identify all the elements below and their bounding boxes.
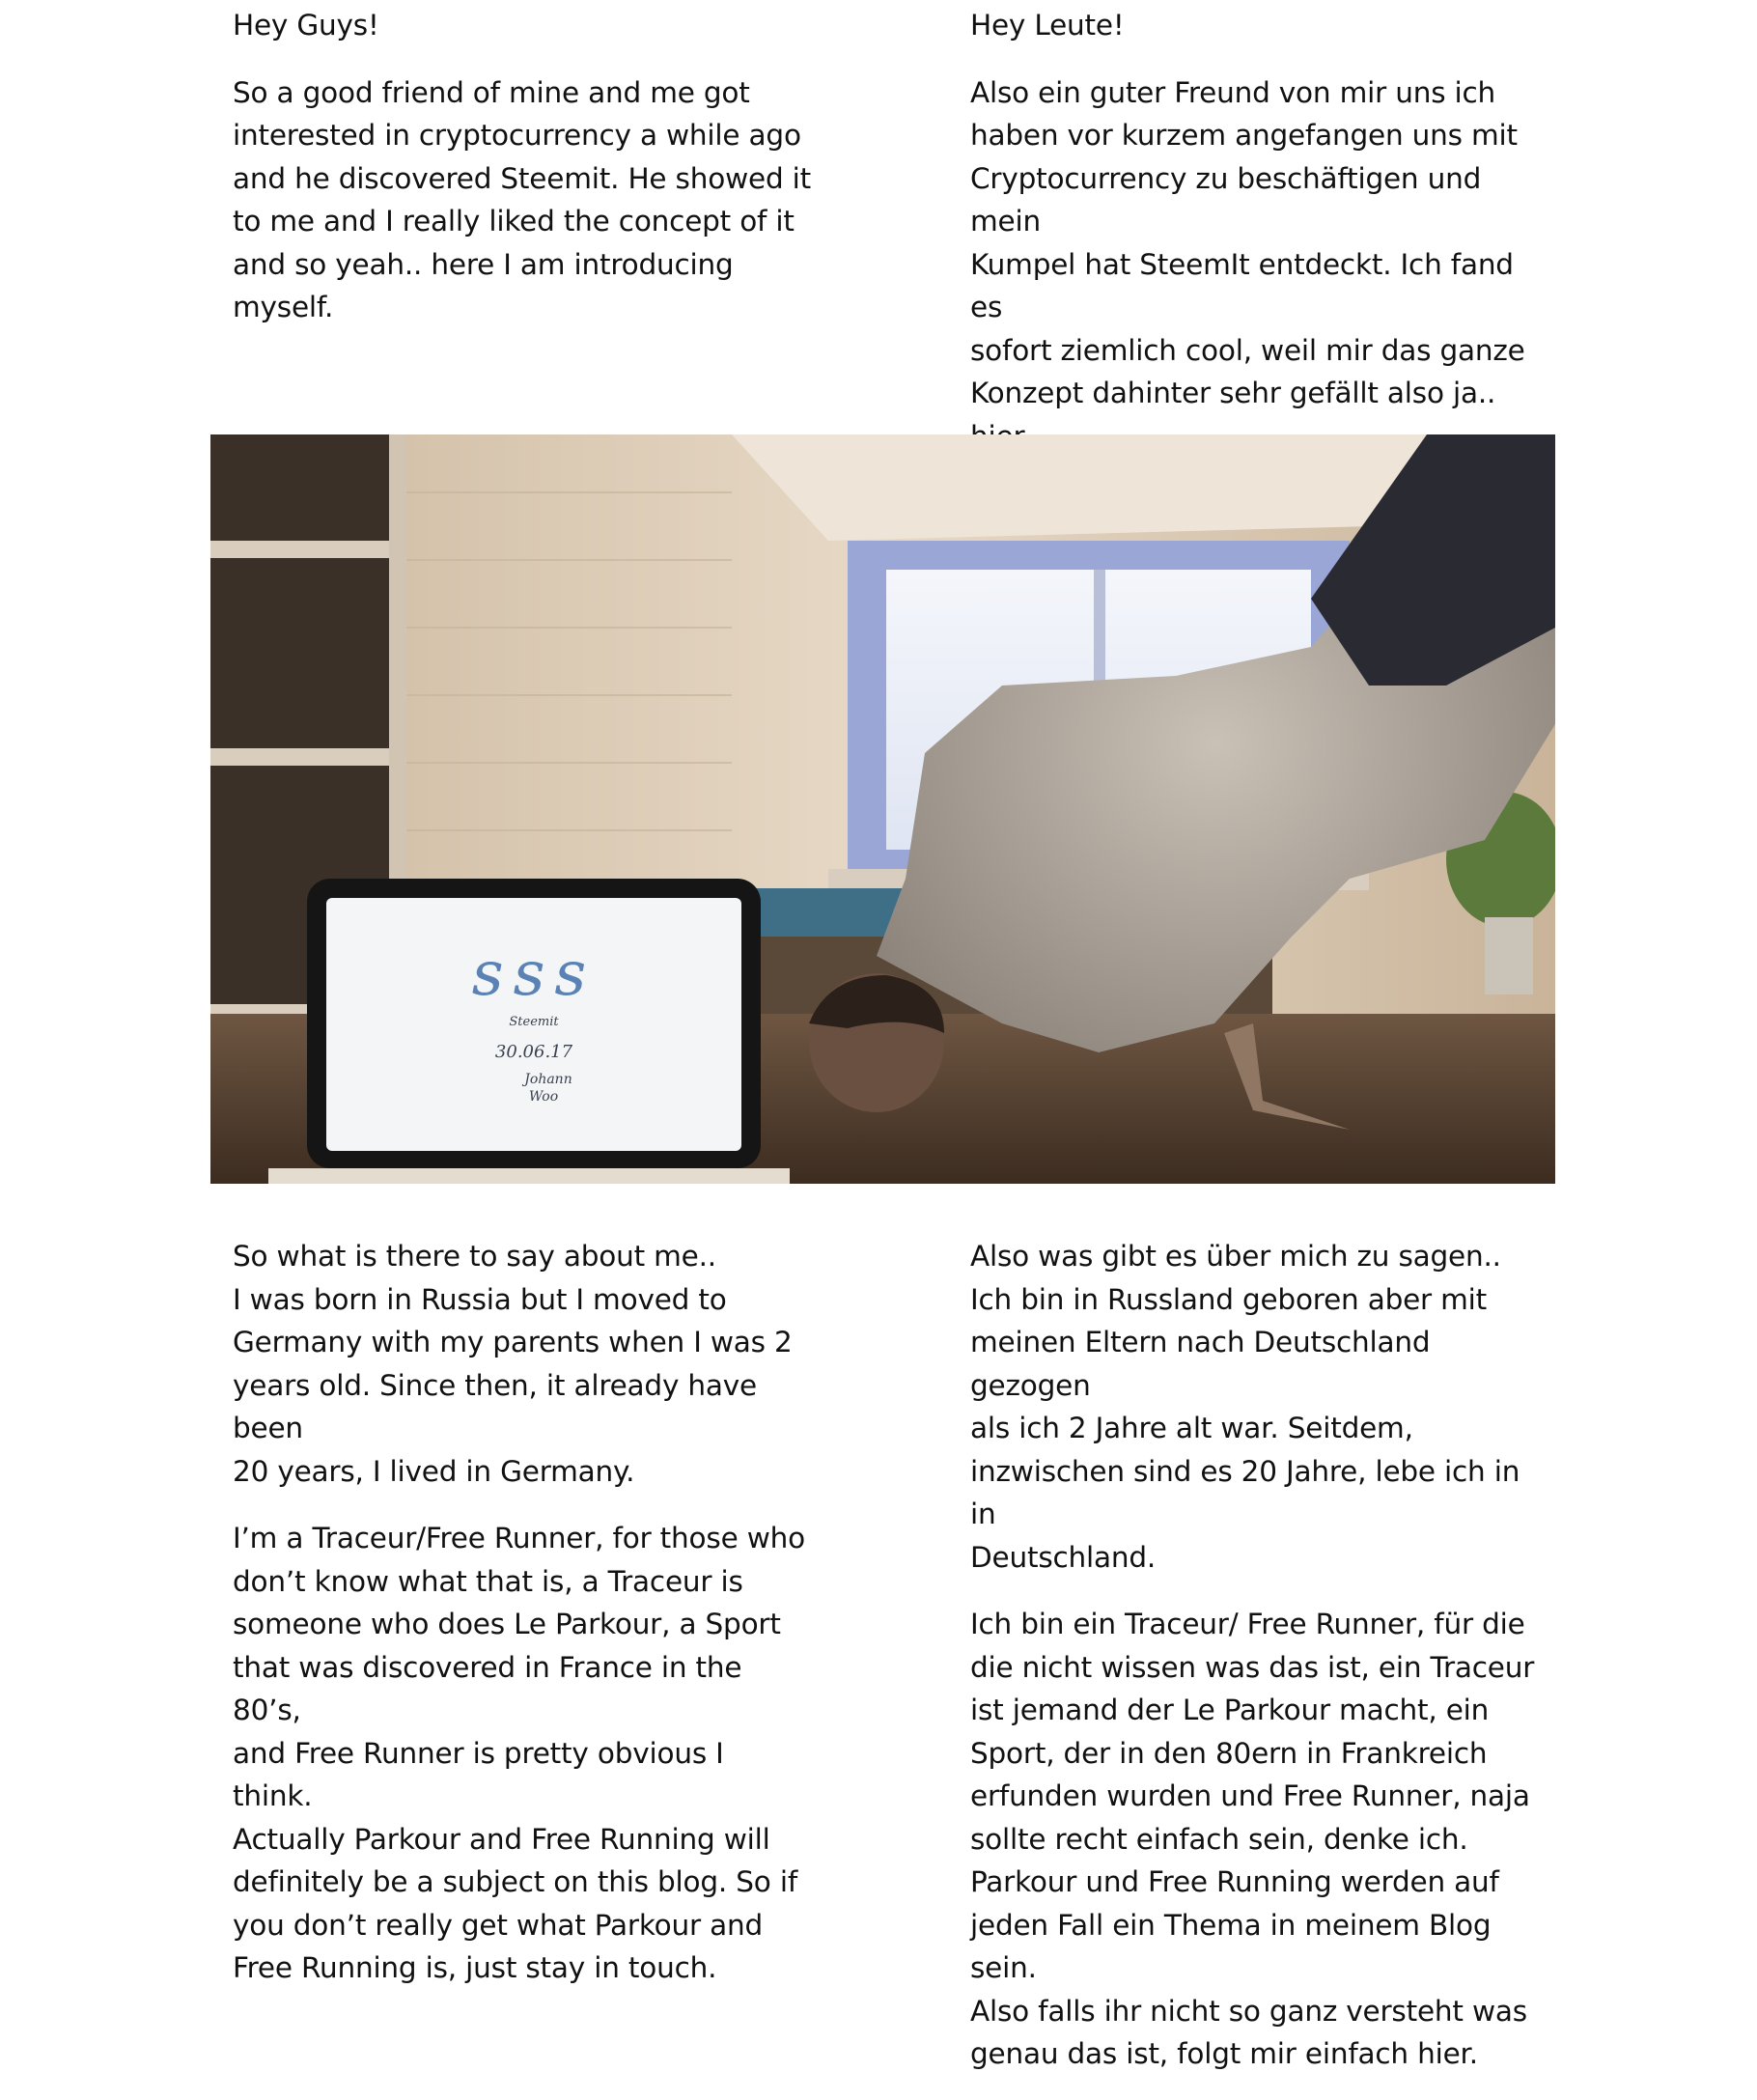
english-about-paragraph: So what is there to say about me.. I was born in Russia but I moved to Germany with my parents when I was 2 years old. Since then, it already have been 20 years, I lived in Germany. (233, 1240, 793, 1488)
tablet-name-line1: Johann (524, 1072, 572, 1087)
handstand-photo (210, 434, 1555, 1184)
photo-illustration (210, 434, 1555, 1184)
tablet-name-line2: Woo (528, 1089, 559, 1105)
english-greeting: Hey Guys! (233, 9, 379, 42)
german-traceur-paragraph: Ich bin ein Traceur/ Free Runner, für die die nicht wissen was das ist, ein Traceur ist jemand der Le Parkour macht, ein Sport, der in den 80ern in Frankreich erfunden wurden und Free Runner, naja sollte recht einfach sein, denke ich. Parkour und Free Running werden auf jeden Fall ein Thema in meinem Blog sein. Also falls ihr nicht so ganz versteht was genau das ist, folgt mir einfach hier. (970, 1608, 1535, 2070)
english-traceur-paragraph: I’m a Traceur/Free Runner, for those who don’t know what that is, a Traceur is someone who does Le Parkour, a Sport that was discovered in France in the 80’s, and Free Runner is pretty obvious I think. Actually Parkour and Free Running will definitely be a subject on this blog. So if you don’t really get what Parkour and Free Running is, just stay in touch. (233, 1522, 805, 1984)
english-intro-column (233, 4, 812, 353)
tablet-date: 30.06.17 (494, 1042, 573, 1062)
german-intro-paragraph: Also ein guter Freund von mir uns ich haben vor kurzem angefangen uns mit Cryptocurrency zu beschäftigen und mein Kumpel hat SteemIt entdeckt. Ich fand es sofort ziemlich cool, weil mir das ganze Konzept dahinter sehr gefällt also ja.. (970, 75, 1525, 409)
german-about-paragraph: Also was gibt es über mich zu sagen.. Ich bin in Russland geboren aber mit meinen Eltern nach Deutschland gezogen als ich 2 Jahre alt war. Seitdem, inzwischen sind es 20 Jahre, lebe ich in in Deutschland. (970, 1240, 1520, 1574)
german-body-column (970, 1235, 1549, 2100)
english-intro-paragraph: So a good friend of mine and me got interested in cryptocurrency a while ago and he discovered Steemit. He showed it to me and I really liked the concept of it and so yeah.. here I am introducing myself. (233, 75, 812, 323)
tablet-logo: sss (471, 938, 597, 1010)
tablet-word: Steemit (509, 1015, 559, 1029)
english-body-column (233, 1235, 812, 2014)
german-greeting: Hey Leute! (970, 9, 1125, 42)
